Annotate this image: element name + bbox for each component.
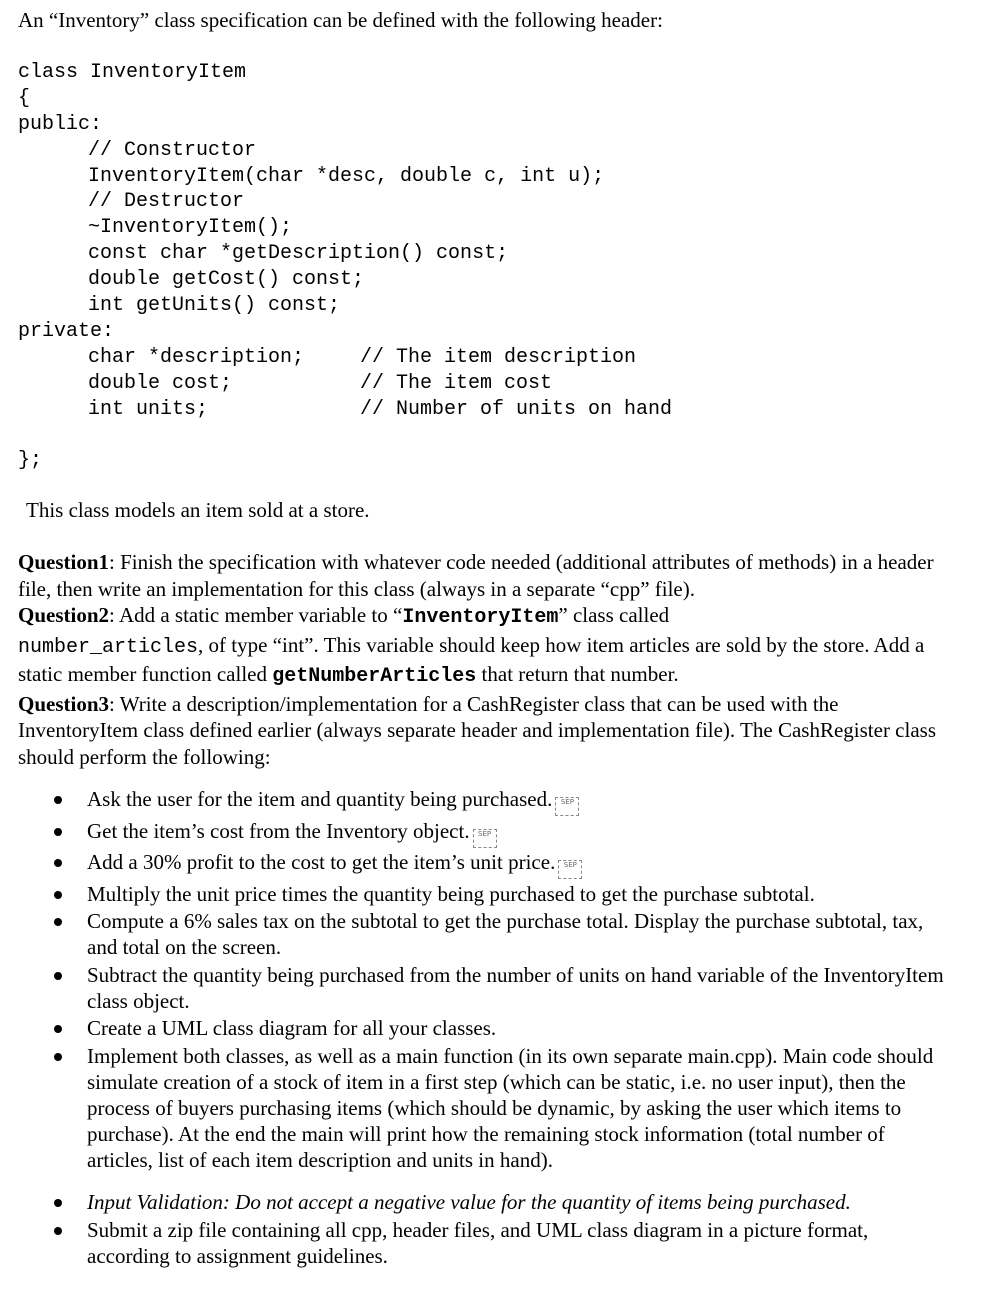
code-block [18,60,673,474]
submission-text: Submit a zip file containing all cpp, header files, and UML class diagram in a picture format, according to assignment guidelines. [87,1217,869,1268]
code-comment-units: // Number of units on hand [360,397,673,421]
list-item [0,1043,950,1173]
code-line-get-cost: double getCost() const; [88,268,365,292]
bullet-icon [54,828,62,836]
list-item [0,818,950,848]
question-2-text-2: ” class called [558,603,670,627]
code-line-public: public: [18,112,103,136]
code-member-cost: double cost; [88,371,233,395]
code-line-destructor: ~InventoryItem(); [88,216,293,240]
code-line-get-description: const char *getDescription() const; [88,242,509,266]
code-line-class: class InventoryItem [18,61,247,84]
bullet-icon [54,859,62,867]
bullet-icon [54,1227,62,1235]
sep-icon: SEP [555,797,579,816]
question-3 [18,691,958,771]
bullet-icon [54,1053,62,1061]
bullet-icon [54,1025,62,1033]
task-list [0,786,950,1174]
questions-section [18,549,958,770]
list-item [0,1189,950,1215]
task-text: Implement both classes, as well as a main function (in its own separate main.cpp). Main code should simulate creation of a stock of item in a first step (which can be static, i.e. no user input), then the process of buyers purchasing items (which should be dynamic, by asking the user which items to purchase). At the end the main will print how the remaining stock information (total number of articles, list of each item description and units in hand). [87,1043,934,1172]
input-validation-text: Input Validation: Do not accept a negative value for the quantity of items being purchased. [87,1190,851,1214]
task-text: Subtract the quantity being purchased from the number of units on hand variable of the InventoryItem class object. [87,962,944,1013]
code-line-units-member [18,397,673,423]
list-item [0,786,950,816]
sep-icon: SEP [473,829,497,848]
bullet-icon [54,918,62,926]
task-text: Create a UML class diagram for all your classes. [87,1016,497,1040]
question-1 [18,549,958,602]
question-1-label: Question1 [18,550,110,574]
question-2-text-3: , of type “int”. This variable should keep how item articles are sold by the store. Add a static member function called [18,632,925,686]
code-line-description-member [18,345,637,371]
question-3-label: Question3 [18,691,110,716]
extra-list [0,1189,950,1270]
code-line-get-units: int getUnits() const; [88,294,341,318]
code-line-destructor-comment: // Destructor [88,190,245,214]
task-text: Ask the user for the item and quantity being purchased. [87,787,553,811]
code-line-private: private: [18,319,115,343]
list-item [0,849,950,879]
code-line-constructor-comment: // Constructor [88,138,257,162]
question-1-text: : Finish the specification with whatever code needed (additional attributes of methods) in a header file, then write an implementation for this class (always in a separate “cpp” file). [18,550,934,601]
question-3-text: : Write a description/implementation for a CashRegister class that can be used with the InventoryItem class defined earlier (always separate header and implementation file). The CashRegister class should perform the following: [18,691,937,769]
code-line-close: }; [18,449,43,473]
code-member-units: int units; [88,397,209,421]
code-member-description: char *description; [88,345,305,369]
question-2-text-4: that return that number. [476,662,679,686]
bullet-icon [54,891,62,899]
question-2-label: Question2 [18,603,110,627]
task-text: Compute a 6% sales tax on the subtotal to get the purchase total. Display the purchase subtotal, tax, and total on the screen. [87,909,924,959]
code-comment-cost: // The item cost [360,371,553,395]
list-item [0,962,950,1014]
question-2-code-classname: InventoryItem [402,606,559,629]
code-line-open-brace: { [18,86,31,110]
question-2-text-1: : Add a static member variable to “ [109,603,403,627]
bullet-icon [54,796,62,804]
task-text: Multiply the unit price times the quantity being purchased to get the purchase subtotal. [87,881,815,906]
code-line-cost-member [18,371,604,397]
code-comment-description: // The item description [360,345,637,369]
intro-text: An “Inventory” class specification can be defined with the following header: [18,8,663,32]
bullet-icon [54,972,62,980]
code-line-constructor: InventoryItem(char *desc, double c, int u); [88,164,605,188]
list-item [0,1217,950,1269]
task-text: Get the item’s cost from the Inventory object. [87,818,470,843]
list-item [0,881,950,907]
sep-icon: SEP [558,860,582,879]
class-note: This class models an item sold at a store. [26,498,370,522]
question-2-code-variable: number_articles [18,635,199,659]
code-line-blank [18,422,604,448]
bullet-icon [54,1199,62,1207]
list-item [0,908,950,960]
question-2 [18,602,958,691]
question-2-code-function: getNumberArticles [272,665,477,688]
list-item [0,1015,950,1041]
task-text: Add a 30% profit to the cost to get the item’s unit price. [87,850,556,874]
